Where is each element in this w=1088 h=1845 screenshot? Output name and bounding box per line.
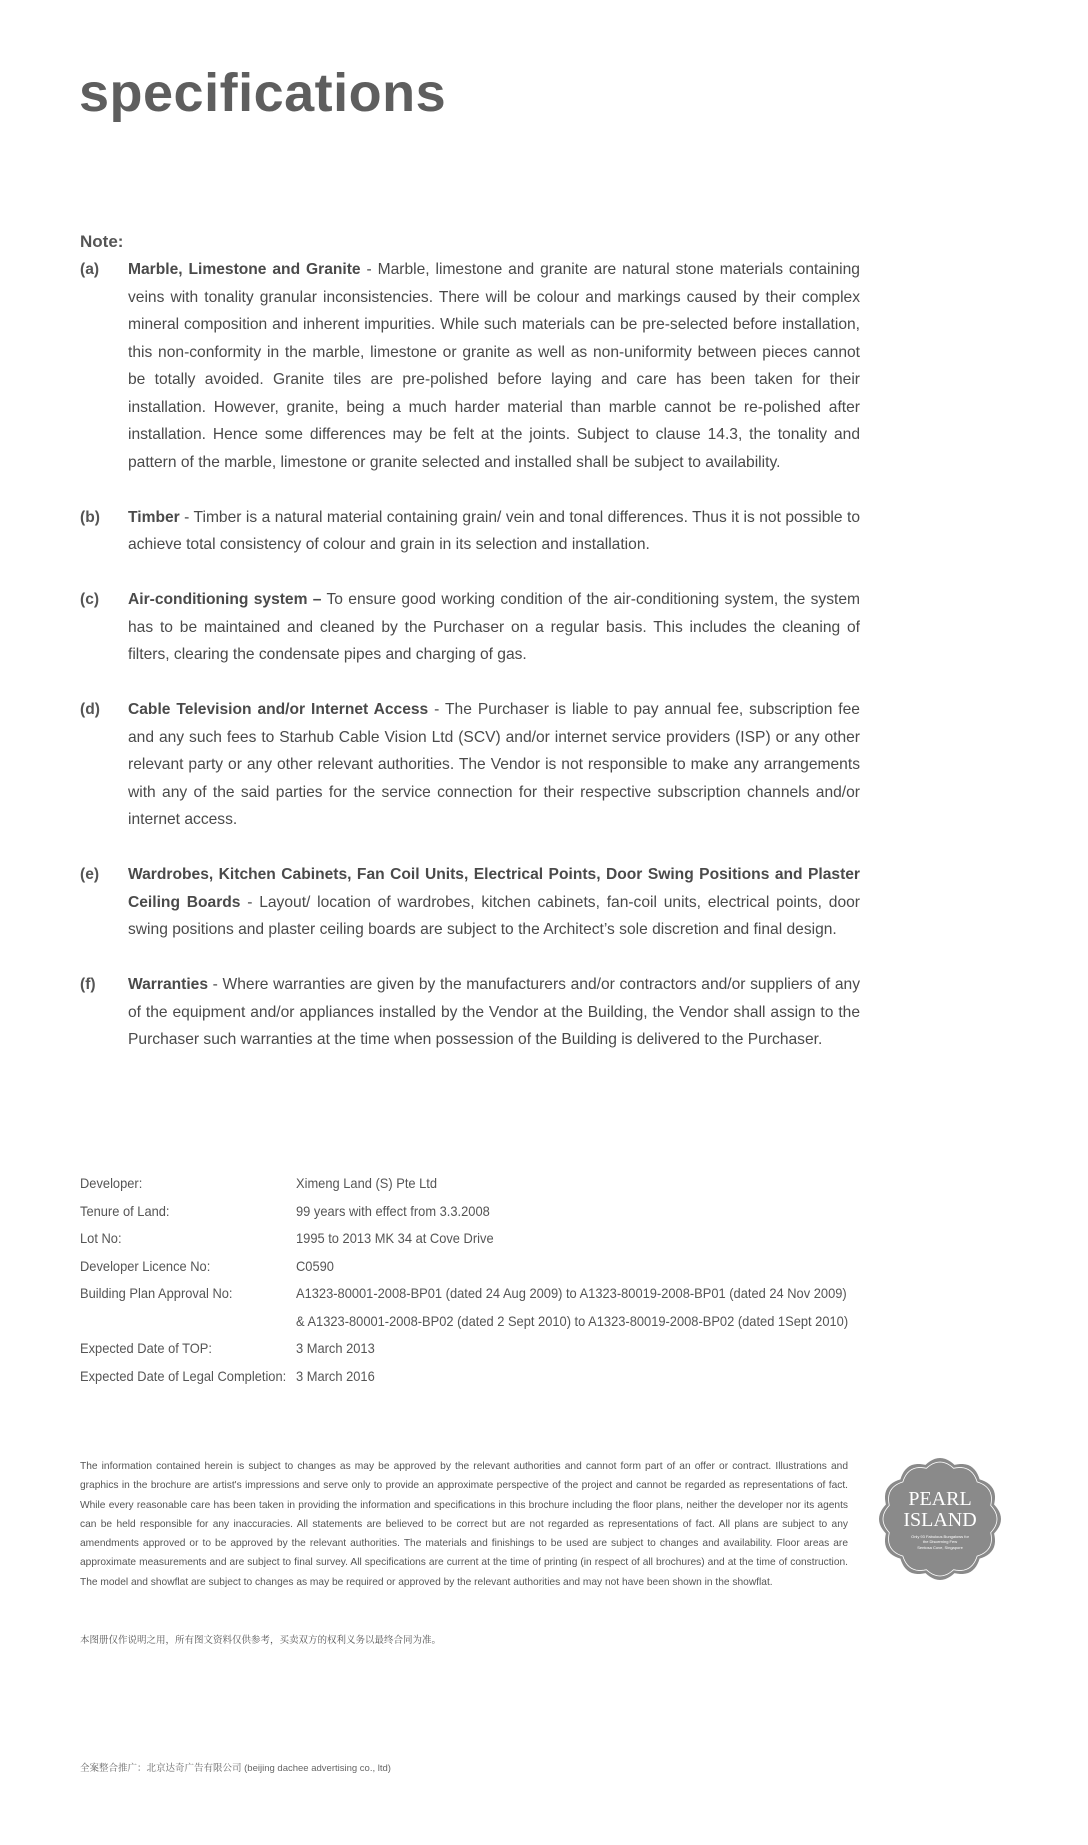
info-label: Developer Licence No: — [80, 1257, 211, 1274]
info-label: Expected Date of Legal Completion: — [80, 1367, 287, 1384]
note-body: - Where warranties are given by the manufacturers and/or contractors and/or suppliers of any of the equipment and/or appliances installed by the Vendor at the Building, the Vendor shall assign to the Purchaser such warranties at the time when possession of the Building is delivered to the Purchaser. — [128, 976, 860, 1048]
note-item-e — [80, 861, 860, 944]
note-letter: (e) — [80, 866, 100, 883]
info-row-lot — [80, 1225, 880, 1253]
logo-line1: PEARL — [908, 1488, 972, 1510]
note-body: - Timber is a natural material containing grain/ vein and tonal differences. Thus it is not possible to achieve total consistency of colour and grain in its selection and installation. — [128, 508, 860, 553]
note-item-d — [80, 696, 860, 834]
note-heading-text: Air-conditioning system – — [128, 591, 322, 608]
logo-tagline3: Sentosa Cove, Singapore — [917, 1545, 963, 1550]
info-value: Ximeng Land (S) Pte Ltd — [296, 1175, 438, 1191]
logo-tagline1: Only 93 Fabulous Bungalows for — [911, 1534, 969, 1539]
pearl-island-logo — [878, 1457, 1002, 1581]
note-heading-text: Timber — [128, 508, 180, 526]
info-label: Tenure of Land: — [80, 1202, 170, 1219]
info-row-developer — [80, 1170, 880, 1198]
note-item-a — [80, 256, 860, 476]
info-value: 99 years with effect from 3.3.2008 — [296, 1202, 490, 1219]
info-label: Building Plan Approval No: — [80, 1285, 233, 1301]
note-heading-text: Warranties — [128, 976, 209, 993]
note-heading: Note: — [80, 232, 124, 251]
info-row-licence — [80, 1253, 880, 1281]
note-heading-text: Wardrobes, Kitchen Cabinets, Fan Coil Units, Electrical Points, Door Swing Positions and Plaster Ceiling Boards — [128, 866, 860, 911]
notes-list — [80, 256, 860, 1081]
info-value: A1323-80001-2008-BP01 (dated 24 Aug 2009) to A1323-80019-2008-BP01 (dated 24 Nov 2009) & A1323-80001-2008-BP02 (dated 2 Sept 2010) to A1323-80019-2008-BP02 (dated 1Sept 2010) — [296, 1285, 849, 1329]
note-body: - The Purchaser is liable to pay annual fee, subscription fee and any such fees to Starhub Cable Vision Ltd (SCV) and/or internet service providers (ISP) or any other relevant party or any other relevant authorities. The Vendor is not responsible to make any arrangements with any of the said parties for the service connection for their respective subscription channels and/or internet access. — [128, 701, 860, 828]
logo-tagline2: the Discerning Few — [922, 1539, 958, 1544]
note-letter: (b) — [80, 508, 100, 526]
note-body: To ensure good working condition of the air-conditioning system, the system has to be maintained and cleaned by the Purchaser on a regular basis. This includes the cleaning of filters, clearing the condensate pipes and charging of gas. — [128, 591, 860, 663]
note-letter: (f) — [80, 976, 96, 993]
note-letter: (d) — [80, 701, 100, 718]
info-label: Developer: — [80, 1175, 143, 1191]
info-value: 3 March 2013 — [296, 1340, 375, 1356]
info-value: C0590 — [296, 1257, 334, 1274]
note-heading-text: Marble, Limestone and Granite — [128, 261, 361, 278]
info-value: 3 March 2016 — [296, 1367, 375, 1384]
note-body: - Layout/ location of wardrobes, kitchen cabinets, fan-coil units, electrical points, door swing positions and plaster ceiling boards are subject to the Architect’s sole discretion and final design. — [128, 893, 860, 938]
note-item-b — [80, 504, 860, 559]
info-row-tenure — [80, 1198, 880, 1226]
note-heading-text: Cable Television and/or Internet Access — [128, 701, 429, 718]
chinese-disclaimer: 本图册仅作说明之用，所有图文资料仅供参考，买卖双方的权利义务以最终合同为准。 — [80, 1635, 442, 1646]
note-letter: (c) — [80, 591, 100, 608]
note-item-f — [80, 971, 860, 1054]
note-body: - Marble, limestone and granite are natural stone materials containing veins with tonality granular inconsistencies. There will be colour and markings caused by their complex mineral composition and inherent impurities. While such materials can be pre-selected before installation, this non-conformity in the marble, limestone or granite as well as non-uniformity between pieces cannot be totally avoided. Granite tiles are pre-polished before laying and care has been taken for their installation. However, granite, being a much harder material than marble cannot be re-polished after installation. Hence some differences may be felt at the joints. Subject to clause 14.3, the tonality and pattern of the marble, limestone or granite selected and installed shall be subject to availability. — [128, 261, 860, 471]
note-item-c — [80, 586, 860, 669]
info-value: 1995 to 2013 MK 34 at Cove Drive — [296, 1230, 494, 1246]
info-label: Expected Date of TOP: — [80, 1340, 212, 1356]
info-row-top — [80, 1335, 880, 1363]
info-row-legal-completion — [80, 1363, 880, 1391]
logo-line2: ISLAND — [903, 1509, 977, 1531]
note-letter: (a) — [80, 261, 100, 278]
project-info-table — [80, 1170, 880, 1390]
info-row-building-plan — [80, 1280, 880, 1335]
page-title: specifications — [79, 63, 447, 123]
disclaimer-text: The information contained herein is subject to changes as may be approved by the relevant authorities and cannot form part of an offer or contract. Illustrations and graphics in the brochure are artist's impressions and serve only to provide an approximate perspective of the project and cannot be regarded as representations of fact. While every reasonable care has been taken in providing the information and specifications in this brochure including the floor plans, neither the developer nor its agents can be held responsible for any inaccuracies. All statements are believed to be correct but are not regarded as representations of fact. All plans are subject to any amendments approved or to be approved by the relevant authorities. The materials and finishings to be used are subject to changes and availability. Floor areas are approximate measurements and are subject to final survey. All specifications are current at the time of printing (in respect of all brochures) and at the time of construction. The model and showflat are subject to changes as may be required or approved by the relevant authorities and may not have been shown in the showflat. — [80, 1461, 848, 1588]
info-label: Lot No: — [80, 1230, 122, 1246]
footer-credit: 全案整合推广：北京达奇广告有限公司 (beijing dachee advertising co., ltd) — [80, 1763, 391, 1774]
